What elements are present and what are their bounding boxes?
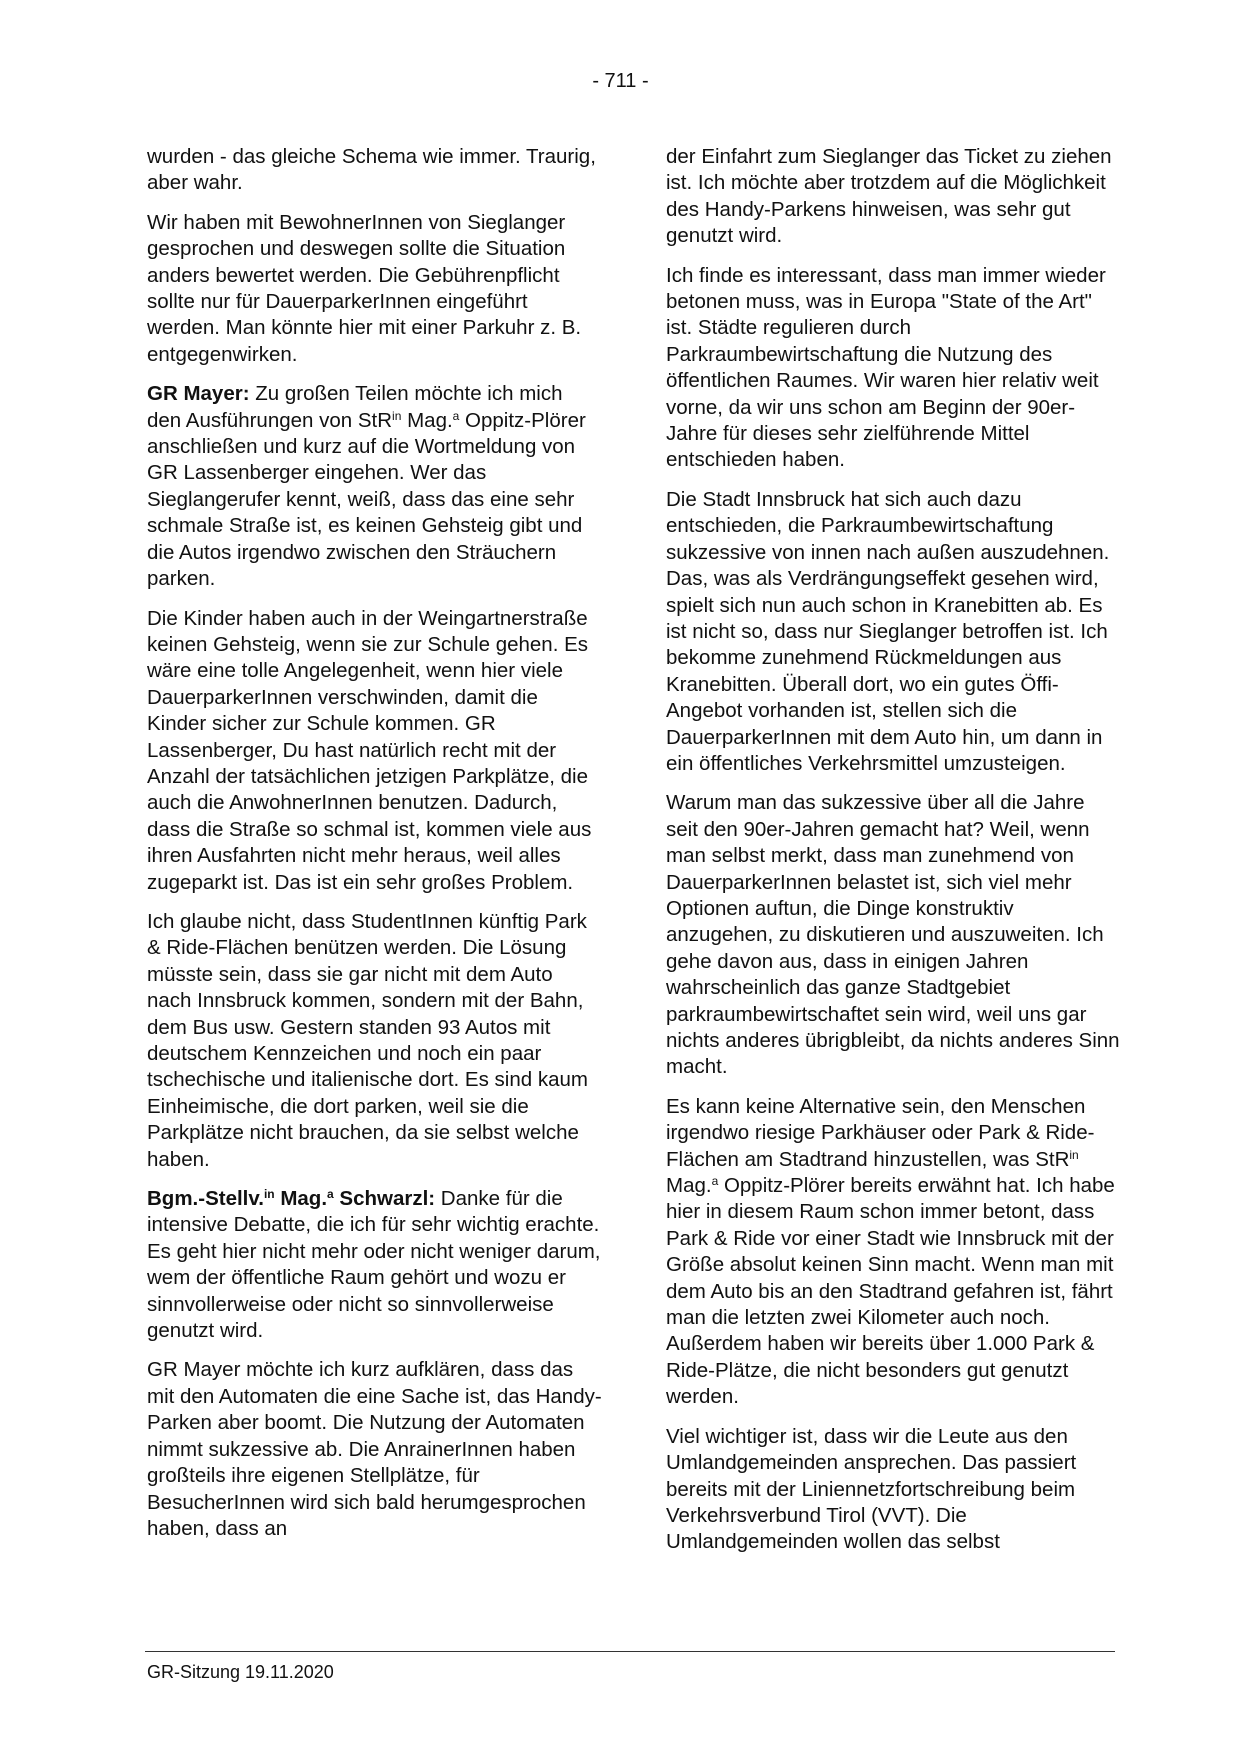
- paragraph: wurden - das gleiche Schema wie immer. Traurig, aber wahr.: [147, 145, 596, 195]
- speech-text: Oppitz-Plörer bereits erwähnt hat. Ich habe hier in diesem Raum schon immer betont, dass Park & Ride vor einer Stadt wie Innsbruck mit der Größe absolut keinen Sinn macht. Wenn man mit dem Auto bis an den Stadtrand gefahren ist, fährt man die letzten zwei Kilometer auch noch. Außerdem haben wir bereits über 1.000 Park & Ride-Plätze, die nicht besonders gut genutzt werden.: [666, 1174, 1115, 1409]
- speech-text: Oppitz-Plörer anschließen und kurz auf die Wortmeldung von GR Lassenberger eingehen. Wer das Sieglangerufer kennt, weiß, dass das eine sehr schmale Straße ist, es keinen Gehsteig gibt und die Autos irgendwo zwischen den Sträuchern parken.: [147, 408, 586, 591]
- speech-text: Zu großen Teilen möchte ich mich den Ausführungen von StR: [147, 382, 563, 432]
- page-number: - 711 -: [592, 70, 649, 92]
- superscript: in: [392, 408, 402, 423]
- superscript: a: [452, 408, 460, 423]
- paragraph: [147, 381, 602, 592]
- superscript: in: [1069, 1147, 1079, 1162]
- speech-text: Mag.: [666, 1174, 712, 1198]
- speech-text: Es kann keine Alternative sein, den Menschen irgendwo riesige Parkhäuser oder Park & Ride-Flächen am Stadtrand hinzustellen, was StR: [666, 1094, 1095, 1171]
- superscript: a: [327, 1187, 334, 1202]
- paragraph: [666, 1094, 1121, 1411]
- footer-divider: [145, 1651, 1115, 1652]
- left-column: [147, 144, 602, 1555]
- right-column: [666, 144, 1121, 1569]
- footer-session-label: GR-Sitzung 19.11.2020: [147, 1662, 334, 1682]
- speech-text: Danke für die intensive Debatte, die ich für sehr wichtig erachte. Es geht hier nicht mehr oder nicht weniger darum, wem der öffentliche Raum gehört und wozu er sinnvollerweise oder nicht so sinnvollerweise genutzt wird.: [147, 1187, 601, 1343]
- paragraph: Die Kinder haben auch in der Weingartnerstraße keinen Gehsteig, wenn sie zur Schule gehen. Es wäre eine tolle Angelegenheit, wenn hier viele DauerparkerInnen verschwinden, damit die Kinder sicher zur Schule kommen. GR Lassenberger, Du hast natürlich recht mit der Anzahl der tatsächlichen jetzigen Parkplätze, die auch die AnwohnerInnen benutzen. Dadurch, dass die Straße so schmal ist, kommen viele aus ihren Ausfahrten nicht mehr heraus, weil alles zugeparkt ist. Das ist ein sehr großes Problem.: [147, 606, 592, 894]
- paragraph: Ich glaube nicht, dass StudentInnen künftig Park & Ride-Flächen benützen werden. Die Lösung müsste sein, dass sie gar nicht mit dem Auto nach Innsbruck kommen, sondern mit der Bahn, dem Bus usw. Gestern standen 93 Autos mit deutschem Kennzeichen und noch ein paar tschechische und italienische dort. Es sind kaum Einheimische, die dort parken, weil sie die Parkplätze nicht brauchen, da sie selbst welche haben.: [147, 909, 588, 1171]
- paragraph: Ich finde es interessant, dass man immer wieder betonen muss, was in Europa "State of the Art" ist. Städte regulieren durch Parkraumbewirtschaftung die Nutzung des öffentlichen Raumes. Wir waren hier relativ weit vorne, da wir uns schon am Beginn der 90er-Jahre für dieses sehr zielführende Mittel entschieden haben.: [666, 263, 1106, 472]
- speaker-title: Mag.: [274, 1187, 328, 1211]
- speaker-name: GR Mayer:: [147, 382, 250, 406]
- speech-text: Mag.: [401, 408, 453, 432]
- paragraph: Warum man das sukzessive über all die Jahre seit den 90er-Jahren gemacht hat? Weil, wenn man selbst merkt, dass man zunehmend von DauerparkerInnen belastet ist, sich viel mehr Optionen auftun, die Dinge konstruktiv anzugehen, zu diskutieren und auszuweiten. Ich gehe davon aus, dass in einigen Jahren wahrscheinlich das ganze Stadtgebiet parkraumbewirtschaftet sein wird, weil uns gar nichts anderes übrigbleibt, da nichts anderes Sinn macht.: [666, 791, 1120, 1079]
- superscript: a: [711, 1174, 719, 1189]
- superscript: in: [263, 1187, 275, 1202]
- speaker-name: [147, 1187, 435, 1210]
- paragraph: Viel wichtiger ist, dass wir die Leute aus den Umlandgemeinden ansprechen. Das passiert bereits mit der Liniennetzfortschreibung beim Verkehrsverbund Tirol (VVT). Die Umlandgemeinden wollen das selbst: [666, 1424, 1077, 1554]
- paragraph: Wir haben mit BewohnerInnen von Sieglanger gesprochen und deswegen sollte die Situation anders bewertet werden. Die Gebührenpflicht sollte nur für DauerparkerInnen eingeführt werden. Man könnte hier mit einer Parkuhr z. B. entgegenwirken.: [147, 210, 582, 366]
- speaker-title: Bgm.-Stellv.: [147, 1187, 264, 1211]
- speaker-surname: Schwarzl:: [333, 1187, 436, 1211]
- paragraph: GR Mayer möchte ich kurz aufklären, dass das mit den Automaten die eine Sache ist, das Handy-Parken aber boomt. Die Nutzung der Automaten nimmt sukzessive ab. Die AnrainerInnen haben großteils ihre eigenen Stellplätze, für BesucherInnen wird sich bald herumgesprochen haben, dass an: [147, 1358, 602, 1540]
- paragraph: der Einfahrt zum Sieglanger das Ticket zu ziehen ist. Ich möchte aber trotzdem auf die Möglichkeit des Handy-Parkens hinweisen, was sehr gut genutzt wird.: [666, 145, 1112, 248]
- paragraph: Die Stadt Innsbruck hat sich auch dazu entschieden, die Parkraumbewirtschaftung sukzessive von innen nach außen auszudehnen. Das, was als Verdrängungseffekt gesehen wird, spielt sich nun auch schon in Kranebitten ab. Es ist nicht so, dass nur Sieglanger betroffen ist. Ich bekomme zunehmend Rückmeldungen aus Kranebitten. Überall dort, wo ein gutes Öffi-Angebot vorhanden ist, stellen sich die DauerparkerInnen mit dem Auto hin, um dann in ein öffentliches Verkehrsmittel umzusteigen.: [666, 487, 1110, 775]
- paragraph: [147, 1186, 602, 1344]
